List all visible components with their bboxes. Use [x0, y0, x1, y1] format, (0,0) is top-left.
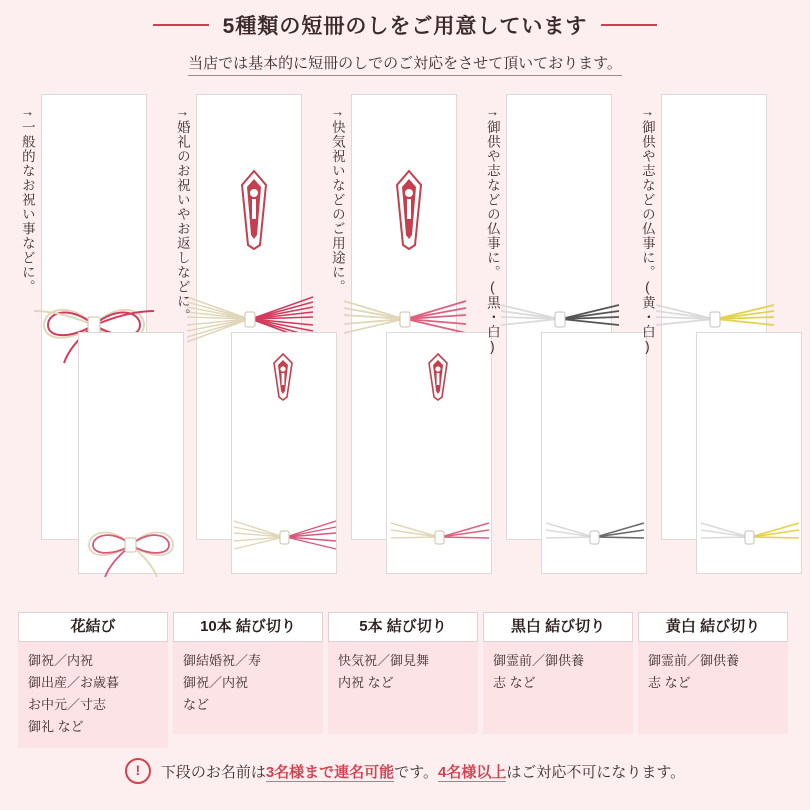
card-use-line: 志 など [648, 675, 691, 691]
exclamation-icon: ! [125, 758, 151, 784]
noshi-ornament-small-icon [272, 353, 294, 401]
footer-text-2: です。 [394, 763, 438, 781]
card-use-line: 御霊前／御供養 [493, 653, 585, 668]
card-use-line: 御祝／内祝 [183, 675, 249, 691]
noshi-card-kuroshiro [483, 612, 633, 734]
card-use-line: 内祝 など [338, 675, 394, 691]
card-use-line: など [183, 697, 210, 713]
arrow-marker: → [174, 104, 190, 120]
footer-text-1: 下段のお名前は [160, 763, 266, 781]
card-title: 10本 結び切り [173, 612, 323, 642]
noshi-columns [18, 90, 792, 600]
arrow-marker: → [639, 104, 655, 120]
card-uses [483, 642, 633, 734]
label-text: 一般的なお祝い事などに。 [19, 120, 35, 294]
noshi-card-musubikiri10 [173, 612, 323, 734]
noshi-column-label-kishiro [636, 104, 657, 574]
arrow-marker: → [329, 104, 345, 120]
card-use-line: お中元／寸志 [28, 697, 107, 713]
noshi-column-musubikiri5 [328, 90, 478, 600]
card-title: 黄白 結び切り [638, 612, 788, 642]
label-text: 御供や志などの仏事に。(黄・白) [639, 120, 655, 355]
noshi-column-hanamusubi [18, 90, 168, 600]
noshi-paper-small [386, 332, 492, 574]
arrow-marker: → [19, 104, 35, 120]
card-use-line: 快気祝／御見舞 [338, 653, 430, 668]
footer-highlight-1: 3名様まで連名可能 [265, 763, 395, 781]
noshi-column-label-kuroshiro [481, 104, 502, 574]
card-uses [638, 642, 788, 734]
title-dash-left [153, 24, 209, 26]
noshi-column-label-musubikiri10 [171, 104, 192, 574]
noshi-column-musubikiri10 [173, 90, 323, 600]
noshi-paper-small [696, 332, 802, 574]
noshi-card-kishiro [638, 612, 788, 734]
card-title: 花結び [18, 612, 168, 642]
noshi-card-musubikiri5 [328, 612, 478, 734]
noshi-paper-small [541, 332, 647, 574]
noshi-ornament-icon [239, 169, 269, 251]
card-uses [328, 642, 478, 734]
page-subtitle-text: 当店では基本的に短冊のしでのご対応をさせて頂いております。 [188, 55, 622, 76]
card-uses [18, 642, 168, 748]
label-text: 婚礼のお祝いやお返しなどに。 [174, 120, 190, 323]
noshi-column-kuroshiro [483, 90, 633, 600]
card-use-line: 御礼 など [28, 719, 84, 735]
noshi-column-label-hanamusubi [16, 104, 37, 574]
noshi-card-hanamusubi [18, 612, 168, 748]
title-dash-right [601, 24, 657, 26]
page-subtitle [0, 52, 810, 73]
noshi-column-kishiro [638, 90, 788, 600]
card-title: 黒白 結び切り [483, 612, 633, 642]
card-use-line: 御出産／お歳暮 [28, 675, 120, 691]
noshi-ornament-icon [394, 169, 424, 251]
noshi-column-label-musubikiri5 [326, 104, 347, 574]
page-title-row [0, 10, 810, 40]
arrow-marker: → [484, 104, 500, 120]
footer-note-text [161, 761, 685, 782]
mizuhiki-kishiro-small-icon [677, 511, 810, 563]
card-use-line: 御霊前／御供養 [648, 653, 740, 668]
footer-highlight-2: 4名様以上 [438, 763, 507, 781]
card-uses [173, 642, 323, 734]
footer-text-3: はご対応不可になります。 [506, 763, 686, 781]
noshi-paper-small [78, 332, 184, 574]
noshi-paper-small [231, 332, 337, 574]
card-use-line: 御祝／内祝 [28, 653, 94, 668]
label-text: 御供や志などの仏事に。(黒・白) [484, 120, 500, 355]
card-use-line: 志 など [493, 675, 536, 691]
page-title: 5種類の短冊のしをご用意しています [222, 15, 588, 38]
noshi-ornament-small-icon [427, 353, 449, 401]
card-use-line: 御結婚祝／寿 [183, 653, 262, 668]
card-title: 5本 結び切り [328, 612, 478, 642]
label-text: 快気祝いなどのご用途に。 [329, 120, 345, 294]
footer-note [0, 758, 810, 784]
noshi-type-cards [18, 612, 792, 742]
